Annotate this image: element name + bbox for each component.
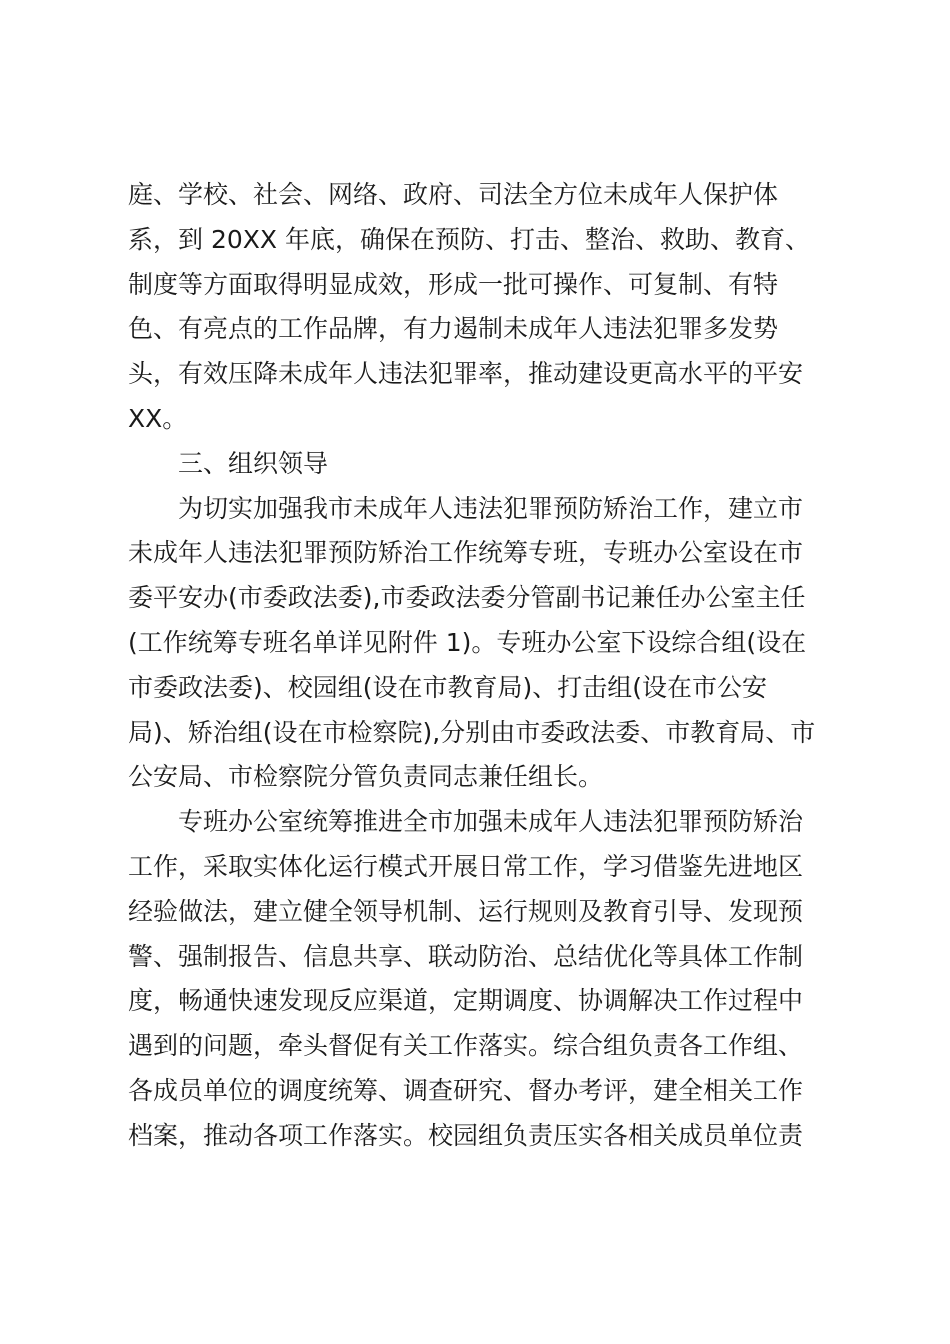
text-line: 未成年人违法犯罪预防矫治工作统筹专班，专班办公室设在市	[128, 538, 804, 568]
text-line: 为切实加强我市未成年人违法犯罪预防矫治工作，建立市	[178, 493, 804, 523]
text-line: 头，有效压降未成年人违法犯罪率，推动建设更高水平的平安	[128, 359, 804, 389]
text-line: 系，到 20XX 年底，确保在预防、打击、整治、救助、教育、	[128, 224, 810, 254]
text-line: 局)、矫治组(设在市检察院),分别由市委政法委、市教育局、市	[128, 717, 816, 747]
text-line: 专班办公室统筹推进全市加强未成年人违法犯罪预防矫治	[178, 807, 804, 837]
section-heading: 三、组织领导	[178, 448, 329, 478]
text-line: 制度等方面取得明显成效，形成一批可操作、可复制、有特	[128, 269, 779, 299]
text-line: XX。	[128, 403, 188, 433]
text-line: (工作统筹专班名单详见附件 1)。专班办公室下设综合组(设在	[128, 627, 807, 657]
text-line: 警、强制报告、信息共享、联动防治、总结优化等具体工作制	[128, 941, 804, 971]
text-line: 各成员单位的调度统筹、调查研究、督办考评，建全相关工作	[128, 1075, 804, 1105]
text-line: 档案，推动各项工作落实。校园组负责压实各相关成员单位责	[128, 1120, 804, 1150]
text-line: 工作，采取实体化运行模式开展日常工作，学习借鉴先进地区	[128, 851, 804, 881]
text-line: 遇到的问题，牵头督促有关工作落实。综合组负责各工作组、	[128, 1031, 804, 1061]
text-line: 色、有亮点的工作品牌，有力遏制未成年人违法犯罪多发势	[128, 314, 779, 344]
text-line: 庭、学校、社会、网络、政府、司法全方位未成年人保护体	[128, 180, 779, 209]
document-page	[128, 173, 833, 1159]
text-line: 公安局、市检察院分管负责同志兼任组长。	[128, 762, 604, 792]
text-line: 经验做法，建立健全领导机制、运行规则及教育引导、发现预	[128, 896, 804, 926]
text-line: 度，畅通快速发现反应渠道，定期调度、协调解决工作过程中	[128, 986, 804, 1016]
text-line: 委平安办(市委政法委),市委政法委分管副书记兼任办公室主任	[128, 583, 806, 613]
text-line: 市委政法委)、校园组(设在市教育局)、打击组(设在市公安	[128, 672, 768, 702]
